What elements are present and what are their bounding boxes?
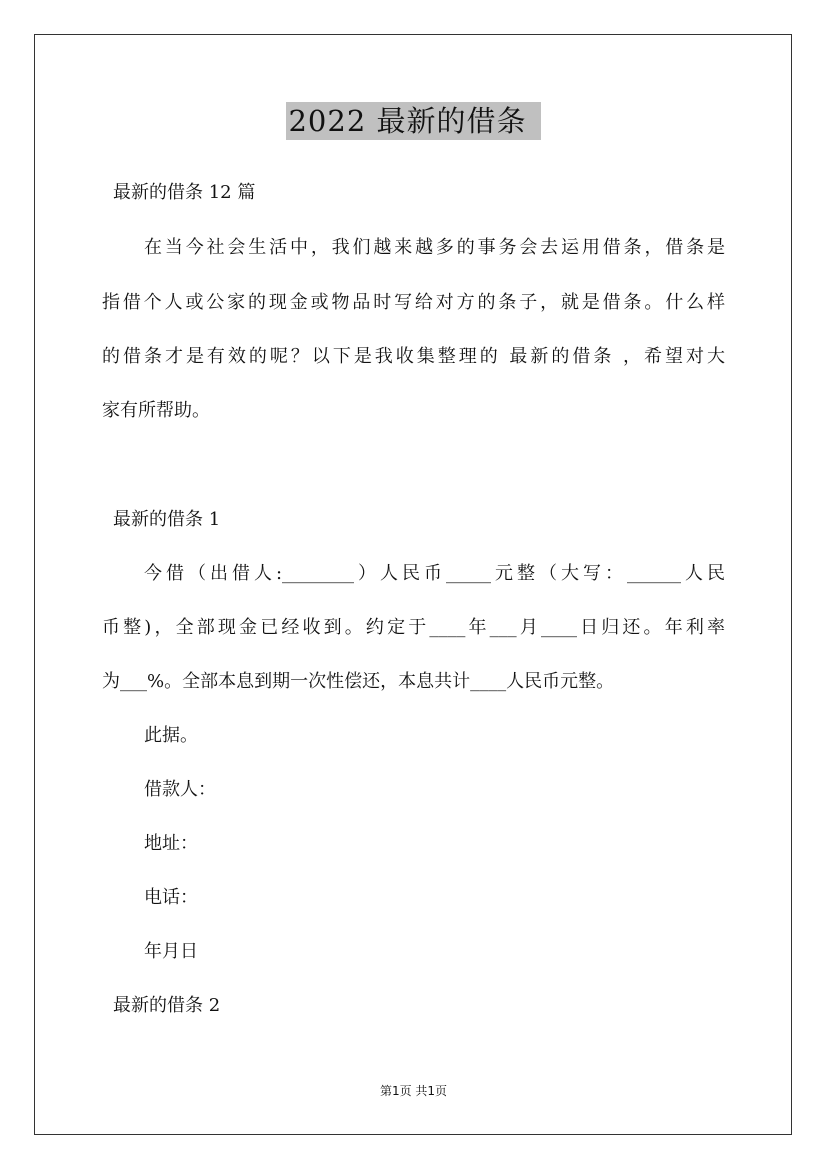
- section-1-borrower: 借款人：: [144, 779, 216, 800]
- intro-line-4: 家有所帮助。: [102, 400, 210, 421]
- section-1-body-line-3: 为___%。全部本息到期一次性偿还，本息共计____人民币元整。: [102, 671, 615, 692]
- section-1-body-line-1: 今借（出借人:________）人民币_____元整（大写：______人民: [144, 563, 725, 584]
- section-1-heading: 最新的借条 1: [113, 509, 221, 530]
- page-footer: 第1页 共1页: [379, 1084, 448, 1098]
- intro-line-3: 的借条才是有效的呢？以下是我收集整理的 最新的借条 ，希望对大: [102, 346, 725, 367]
- section-2-heading: 最新的借条 2: [113, 995, 221, 1016]
- intro-line-1: 在当今社会生活中，我们越来越多的事务会去运用借条，借条是: [144, 237, 725, 258]
- title-wrap: [0, 102, 827, 140]
- document-title: 2022 最新的借条: [286, 102, 540, 140]
- section-1-body-line-2: 币整)，全部现金已经收到。约定于____年___月____日归还。年利率: [102, 617, 725, 638]
- section-1-ci-ju: 此据。: [144, 725, 198, 746]
- document-subtitle: 最新的借条 12 篇: [113, 182, 256, 203]
- section-1-address: 地址：: [144, 833, 198, 854]
- section-1-date: 年月日: [144, 941, 198, 962]
- section-1-phone: 电话：: [144, 887, 198, 908]
- intro-line-2: 指借个人或公家的现金或物品时写给对方的条子，就是借条。什么样: [102, 292, 725, 313]
